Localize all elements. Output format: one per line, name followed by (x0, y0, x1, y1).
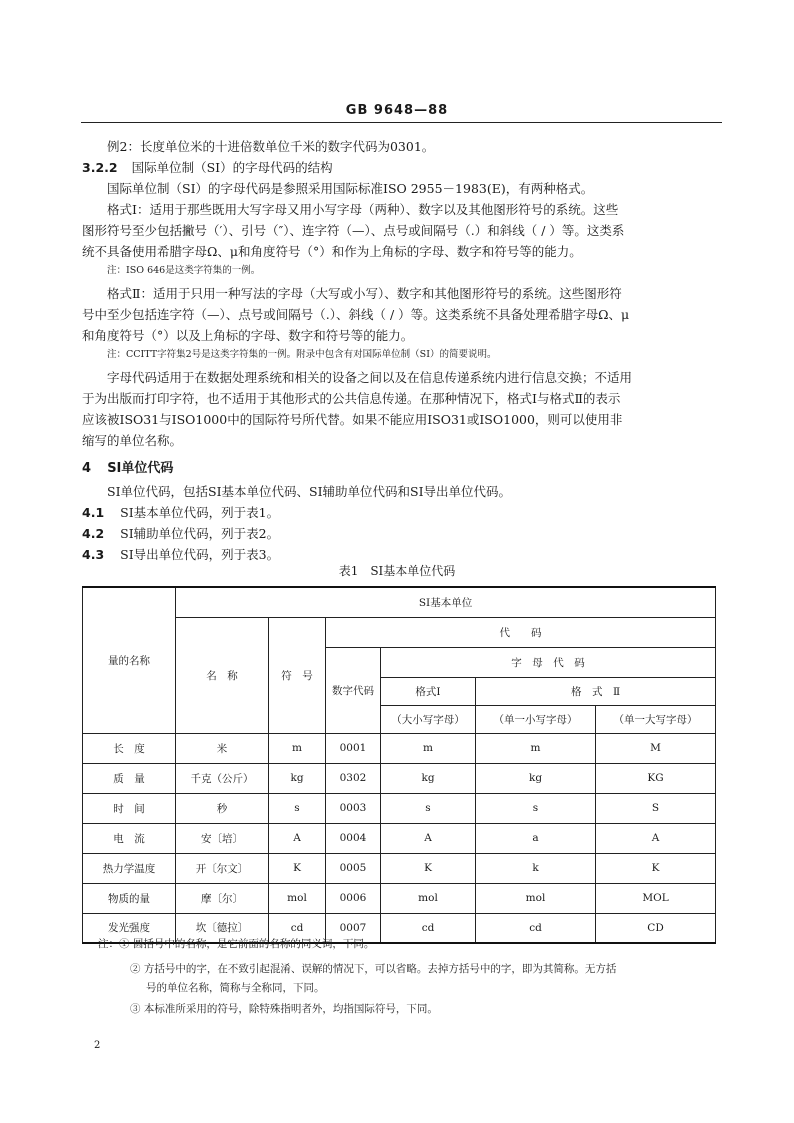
cell-symbol: kg (269, 763, 326, 793)
header-code: 代 码 (326, 617, 716, 647)
cell-numeric: 0007 (326, 913, 381, 943)
section-number: 3.2.2 (82, 160, 118, 175)
table-row (83, 883, 716, 913)
cell-format-2-upper: M (596, 733, 716, 763)
document-header: GB 9648—88 (345, 103, 449, 118)
cell-symbol: K (269, 853, 326, 883)
table-note: 注：① 圆括号中的名称，是它前面的名称的同义词，下同。 (98, 938, 375, 950)
cell-format-2-lower: a (476, 823, 596, 853)
cell-format-2-upper: KG (596, 763, 716, 793)
page-number: 2 (94, 1040, 101, 1051)
section-number: 4.3 (82, 547, 105, 562)
cell-format-2-upper: CD (596, 913, 716, 943)
cell-name: 摩〔尔〕 (176, 883, 269, 913)
cell-format-2-upper: K (596, 853, 716, 883)
table-row (83, 793, 716, 823)
header-format-2-upper: （单一大写字母） (596, 705, 716, 733)
cell-format-2-lower: s (476, 793, 596, 823)
header-quantity-name: 量的名称 (83, 587, 176, 733)
cell-numeric: 0006 (326, 883, 381, 913)
header-numeric-code: 数字代码 (326, 647, 381, 733)
cell-symbol: s (269, 793, 326, 823)
header-symbol: 符 号 (269, 617, 326, 733)
cell-format-1: mol (381, 883, 476, 913)
cell-format-2-upper: A (596, 823, 716, 853)
cell-format-1: kg (381, 763, 476, 793)
paragraph-line: SI单位代码，包括SI基本单位代码、SI辅助单位代码和SI导出单位代码。 (107, 484, 512, 499)
cell-format-2-lower: k (476, 853, 596, 883)
cell-quantity: 质 量 (83, 763, 176, 793)
clause-4-1 (82, 502, 279, 523)
paragraph-line: 应该被ISO31与ISO1000中的国际符号所代替。如果不能应用ISO31或ISO1000，则可以使用非 (82, 412, 623, 427)
table-note: ② 方括号中的字，在不致引起混淆、误解的情况下，可以省略。去掉方括号中的字，即为其简称。无方括 (130, 963, 617, 975)
cell-format-1: s (381, 793, 476, 823)
table-caption: 表1 SI基本单位代码 (338, 564, 456, 578)
section-number: 4.2 (82, 526, 105, 541)
paragraph-line: 国际单位制（SI）的字母代码是参照采用国际标准ISO 2955－1983(E)，有两种格式。 (107, 181, 594, 196)
cell-numeric: 0005 (326, 853, 381, 883)
header-rule (81, 122, 722, 123)
paragraph-line: 格式Ⅱ：适用于只用一种写法的字母（大写或小写）、数字和其他图形符号的系统。这些图形符 (107, 286, 622, 301)
cell-format-1: m (381, 733, 476, 763)
cell-numeric: 0003 (326, 793, 381, 823)
header-si-base-unit: SI基本单位 (176, 587, 716, 617)
cell-symbol: cd (269, 913, 326, 943)
paragraph-line: 字母代码适用于在数据处理系统和相关的设备之间以及在信息传递系统内进行信息交换；不适用 (107, 370, 633, 385)
cell-name: 秒 (176, 793, 269, 823)
cell-format-2-lower: kg (476, 763, 596, 793)
cell-format-2-upper: MOL (596, 883, 716, 913)
section-number: 4.1 (82, 505, 105, 520)
cell-name: 坎〔德拉〕 (176, 913, 269, 943)
paragraph-line: 图形符号至少包括撇号（′）、引号（″）、连字符（—）、点号或间隔号（.）和斜线（ / ）等。这类系 (82, 223, 625, 238)
section-number: 4 (82, 461, 92, 476)
paragraph-line: 统不具备使用希腊字母Ω、μ和角度符号（°）和作为上角标的字母、数字和符号等的能力。 (82, 244, 582, 259)
cell-quantity: 长 度 (83, 733, 176, 763)
table-row (83, 853, 716, 883)
cell-format-2-lower: cd (476, 913, 596, 943)
header-format-2: 格 式 Ⅱ (476, 677, 716, 705)
section-3-2-2 (82, 157, 333, 178)
cell-format-1: cd (381, 913, 476, 943)
cell-numeric: 0001 (326, 733, 381, 763)
paragraph-line: 缩写的单位名称。 (82, 433, 183, 448)
table-row (83, 823, 716, 853)
header-letter-code: 字 母 代 码 (381, 647, 716, 677)
header-format-1: 格式Ⅰ (381, 677, 476, 705)
paragraph-line: 格式Ⅰ：适用于那些既用大写字母又用小写字母（两种）、数字以及其他图形符号的系统。这些 (107, 202, 619, 217)
header-format-2-lower: （单一小写字母） (476, 705, 596, 733)
cell-quantity: 发光强度 (83, 913, 176, 943)
cell-name: 开〔尔文〕 (176, 853, 269, 883)
paragraph-line: 和角度符号（°）以及上角标的字母、数字和符号等的能力。 (82, 328, 414, 343)
paragraph-line: 于为出版而打印字符，也不适用于其他形式的公共信息传递。在那种情况下，格式Ⅰ与格式Ⅱ的表示 (82, 391, 621, 406)
cell-symbol: mol (269, 883, 326, 913)
cell-name: 千克（公斤） (176, 763, 269, 793)
cell-name: 米 (176, 733, 269, 763)
cell-quantity: 热力学温度 (83, 853, 176, 883)
section-title: SI单位代码 (107, 461, 174, 476)
table-row (83, 733, 716, 763)
cell-format-2-lower: m (476, 733, 596, 763)
paragraph-line: 号中至少包括连字符（—）、点号或间隔号（.）、斜线（ / ）等。这类系统不具备处理希腊字母Ω、μ (82, 307, 630, 322)
example-line: 例2：长度单位米的十进倍数单位千米的数字代码为0301。 (107, 139, 435, 154)
header-format-1-sub: （大小写字母） (381, 705, 476, 733)
cell-name: 安〔培〕 (176, 823, 269, 853)
cell-format-1: K (381, 853, 476, 883)
clause-4-2 (82, 523, 279, 544)
cell-numeric: 0302 (326, 763, 381, 793)
cell-symbol: m (269, 733, 326, 763)
cell-format-1: A (381, 823, 476, 853)
table-row (83, 763, 716, 793)
cell-quantity: 时 间 (83, 793, 176, 823)
clause-text: SI基本单位代码，列于表1。 (120, 505, 280, 520)
cell-format-2-upper: S (596, 793, 716, 823)
note-line: 注：ISO 646是这类字符集的一例。 (107, 265, 261, 276)
cell-quantity: 电 流 (83, 823, 176, 853)
table-note: ③ 本标准所采用的符号，除特殊指明者外，均指国际符号，下同。 (130, 1003, 438, 1015)
cell-symbol: A (269, 823, 326, 853)
note-line: 注：CCITT字符集2号是这类字符集的一例。附录中包含有对国际单位制（SI）的简要说明。 (107, 349, 497, 360)
section-title: 国际单位制（SI）的字母代码的结构 (131, 160, 333, 175)
clause-text: SI导出单位代码，列于表3。 (120, 547, 280, 562)
header-name: 名 称 (176, 617, 269, 733)
si-base-unit-table (82, 586, 716, 944)
section-4 (82, 458, 173, 479)
clause-text: SI辅助单位代码，列于表2。 (120, 526, 280, 541)
cell-quantity: 物质的量 (83, 883, 176, 913)
cell-numeric: 0004 (326, 823, 381, 853)
cell-format-2-lower: mol (476, 883, 596, 913)
table-note: 号的单位名称，简称与全称同，下同。 (146, 982, 325, 994)
